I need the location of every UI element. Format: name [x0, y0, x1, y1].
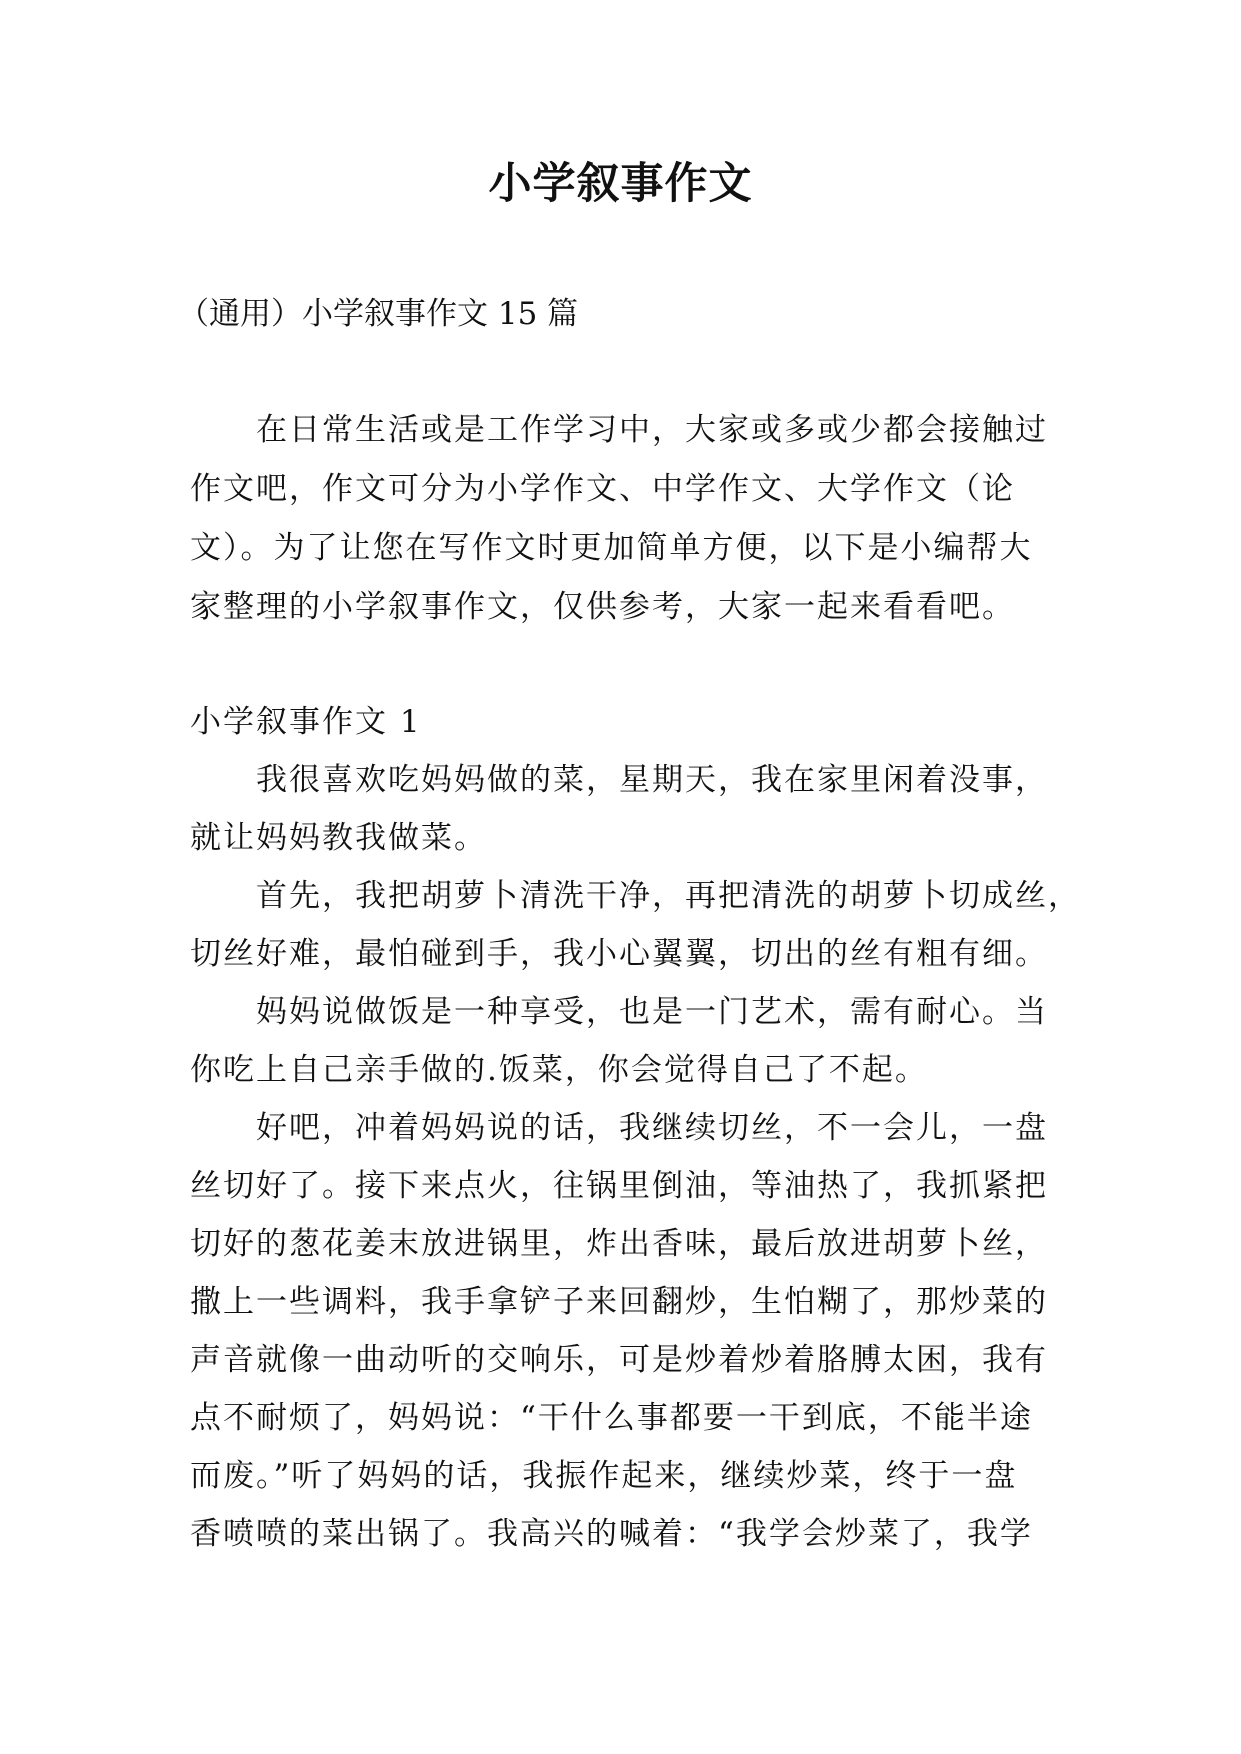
document-subtitle: （通用）小学叙事作文 15 篇: [178, 296, 579, 332]
intro-line: 在日常生活或是工作学习中，大家或多或少都会接触过: [190, 412, 1048, 448]
body-line: 而废。”听了妈妈的话，我振作起来，继续炒菜，终于一盘: [190, 1458, 1018, 1494]
section-heading: 小学叙事作文 1: [190, 704, 422, 740]
body-line: 妈妈说做饭是一种享受，也是一门艺术，需有耐心。当: [190, 994, 1048, 1030]
body-line: 丝切好了。接下来点火，往锅里倒油，等油热了，我抓紧把: [190, 1168, 1048, 1204]
body-line: 切好的葱花姜末放进锅里，炸出香味，最后放进胡萝卜丝，: [190, 1226, 1048, 1262]
intro-line: 文）。为了让您在写作文时更加简单方便，以下是小编帮大: [190, 530, 1033, 566]
page-title: 小学叙事作文: [488, 159, 753, 209]
intro-line: 作文吧，作文可分为小学作文、中学作文、大学作文（论: [190, 471, 1015, 507]
body-line: 香喷喷的菜出锅了。我高兴的喊着：“我学会炒菜了，我学: [190, 1516, 1033, 1552]
body-line: 好吧，冲着妈妈说的话，我继续切丝，不一会儿，一盘: [190, 1110, 1048, 1146]
body-line: 切丝好难，最怕碰到手，我小心翼翼，切出的丝有粗有细。: [190, 936, 1048, 972]
body-line: 撒上一些调料，我手拿铲子来回翻炒，生怕糊了，那炒菜的: [190, 1284, 1048, 1320]
body-line: 你吃上自己亲手做的.饭菜，你会觉得自己了不起。: [190, 1052, 928, 1088]
intro-line: 家整理的小学叙事作文，仅供参考，大家一起来看看吧。: [190, 589, 1015, 625]
body-line: 就让妈妈教我做菜。: [190, 820, 487, 856]
body-line: 点不耐烦了，妈妈说：“干什么事都要一干到底，不能半途: [190, 1400, 1033, 1436]
body-line: 首先，我把胡萝卜清洗干净，再把清洗的胡萝卜切成丝，: [190, 878, 1081, 914]
body-line: 声音就像一曲动听的交响乐，可是炒着炒着胳膊太困，我有: [190, 1342, 1048, 1378]
body-line: 我很喜欢吃妈妈做的菜，星期天，我在家里闲着没事，: [190, 762, 1048, 798]
